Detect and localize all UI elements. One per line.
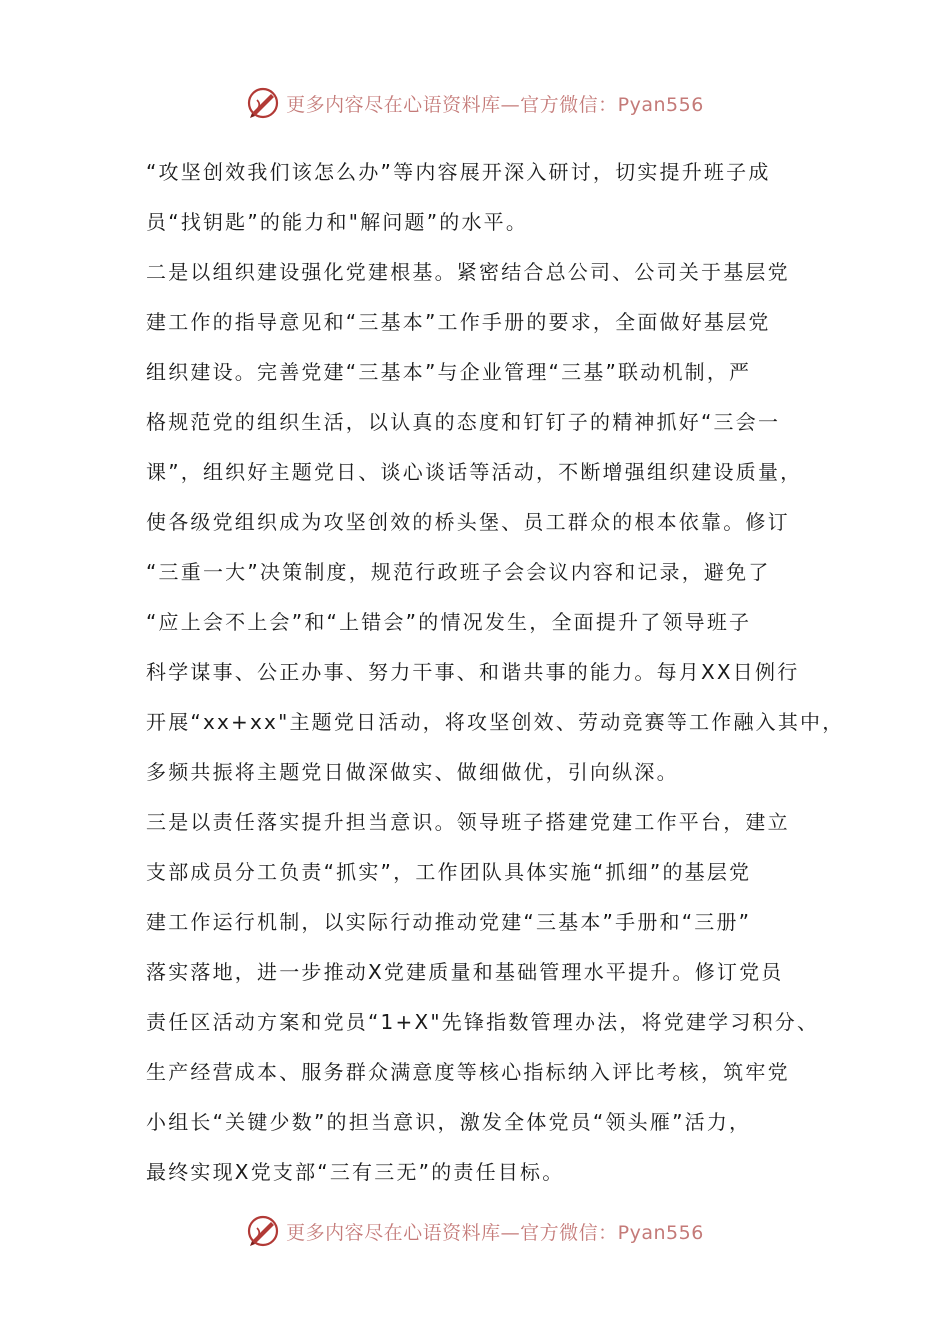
text-line: 科学谋事、公正办事、努力干事、和谐共事的能力。每月XX日例行 — [146, 660, 800, 684]
text-line: 小组长“关键少数”的担当意识，激发全体党员“领头雁”活力， — [146, 1110, 752, 1134]
text-line: “三重一大”决策制度，规范行政班子会会议内容和记录，避免了 — [146, 560, 771, 584]
pen-logo-icon — [246, 86, 280, 120]
text-line: 落实落地，进一步推动X党建质量和基础管理水平提升。修订党员 — [146, 960, 784, 984]
text-line: “应上会不上会”和“上错会”的情况发生，全面提升了领导班子 — [146, 610, 752, 634]
text-line: 建工作运行机制，以实际行动推动党建“三基本”手册和“三册” — [146, 910, 752, 934]
text-line: 责任区活动方案和党员“1+X"先锋指数管理办法，将党建学习积分、 — [146, 1010, 820, 1034]
text-line: 生产经营成本、服务群众满意度等核心指标纳入评比考核，筑牢党 — [146, 1060, 790, 1084]
text-line: 使各级党组织成为攻坚创效的桥头堡、员工群众的根本依靠。修订 — [146, 510, 790, 534]
text-line: 员“找钥匙”的能力和"解问题”的水平。 — [146, 210, 529, 234]
text-line: 组织建设。完善党建“三基本”与企业管理“三基”联动机制，严 — [146, 360, 752, 384]
document-body — [146, 147, 845, 1197]
pen-logo-icon — [246, 1214, 280, 1248]
text-line: 建工作的指导意见和“三基本”工作手册的要求，全面做好基层党 — [146, 310, 771, 334]
header-watermark — [0, 83, 950, 123]
watermark-text: 更多内容尽在心语资料库—官方微信：Pyan556 — [286, 93, 704, 116]
watermark-text: 更多内容尽在心语资料库—官方微信：Pyan556 — [286, 1221, 704, 1244]
text-line: 多频共振将主题党日做深做实、做细做优，引向纵深。 — [146, 760, 679, 784]
text-line: 格规范党的组织生活，以认真的态度和钉钉子的精神抓好“三会一 — [146, 410, 781, 434]
text-line: 最终实现X党支部“三有三无”的责任目标。 — [146, 1160, 565, 1184]
text-line: 开展“xx+xx"主题党日活动，将攻坚创效、劳动竞赛等工作融入其中， — [146, 710, 845, 734]
text-line: 三是以责任落实提升担当意识。领导班子搭建党建工作平台，建立 — [146, 810, 790, 834]
text-line: 课”，组织好主题党日、谈心谈话等活动，不断增强组织建设质量， — [146, 460, 803, 484]
text-line: 二是以组织建设强化党建根基。紧密结合总公司、公司关于基层党 — [146, 260, 790, 284]
text-line: 支部成员分工负责“抓实”，工作团队具体实施“抓细”的基层党 — [146, 860, 752, 884]
text-line: “攻坚创效我们该怎么办”等内容展开深入研讨，切实提升班子成 — [146, 160, 771, 184]
footer-watermark — [0, 1211, 950, 1251]
